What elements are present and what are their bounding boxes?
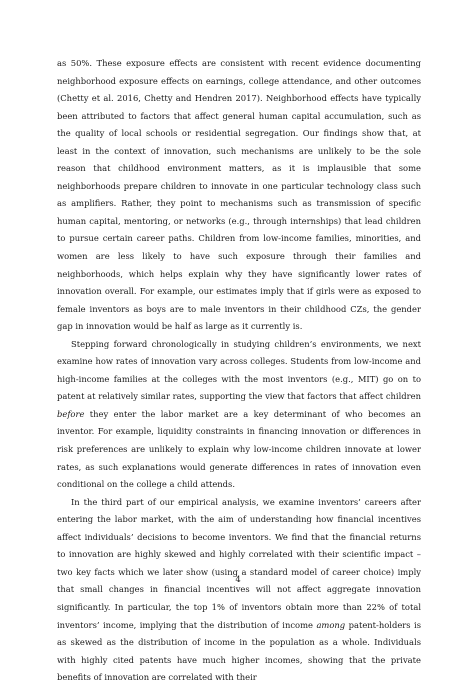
paragraph-2-text-b: they enter the labor market are a key determinant of who becomes an inventor. For example, liquidity constraints in financing innovation or differences in risk preferences are unlikely to explain why low-income children innovate at lower rates, as such explanations would generate differences in rates of innovation even conditional on the college a child attends. [57, 408, 421, 490]
paragraph-2 [57, 336, 421, 494]
page-number: 4 [235, 574, 241, 584]
emphasis-before: before [57, 408, 85, 419]
paragraph-3-text-b: patent-holders is as skewed as the distribution of income in the population as a whole. Individuals with highly cited patents have much higher incomes, showing that the private benefits of innovation are correlated with their [57, 619, 421, 683]
paragraph-1 [57, 55, 421, 336]
paragraph-1-text: as 50%. These exposure effects are consistent with recent evidence documenting neighborhood exposure effects on earnings, college attendance, and other outcomes (Chetty et al. 2016, Chetty and Hendren 2017). Neighborhood effects have typically been attributed to factors that affect general human capital accumulation, such as the quality of local schools or residential segregation. Our findings show that, at least in the context of innovation, such mechanisms are unlikely to be the sole reason that childhood environment matters, as it is implausible that some neighborhoods prepare children to innovate in one particular technology class such as amplifiers. Rather, they point to mechanisms such as transmission of specific human capital, mentoring, or networks (e.g., through internships) that lead children to pursue certain career paths. Children from low-income families, minorities, and women are less likely to have such exposure through their families and neighborhoods, which helps explain why they have significantly lower rates of innovation overall. For example, our estimates imply that if girls were as exposed to female inventors as boys are to male inventors in their childhood CZs, the gender gap in innovation would be half as large as it currently is. [57, 58, 421, 332]
body-text [57, 55, 421, 687]
paragraph-3-text-a: In the third part of our empirical analysis, we examine inventors’ careers after entering the labor market, with the aim of understanding how financial incentives affect individuals’ decisions to become inventors. We find that the financial returns to innovation are highly skewed and highly correlated with their scientific impact – two key facts which we later show (using a standard model of career choice) imply that small changes in financial incentives will not affect aggregate innovation significantly. In particular, the top 1% of inventors obtain more than 22% of total inventors’ income, implying that the distribution of income [57, 496, 421, 630]
paragraph-3 [57, 494, 421, 687]
emphasis-among: among [316, 619, 346, 630]
paragraph-2-text-a: Stepping forward chronologically in studying children’s environments, we next examine how rates of innovation vary across colleges. Students from low-income and high-income families at the colleges with the most inventors (e.g., MIT) go on to patent at relatively similar rates, supporting the view that factors that affect children [57, 338, 421, 402]
